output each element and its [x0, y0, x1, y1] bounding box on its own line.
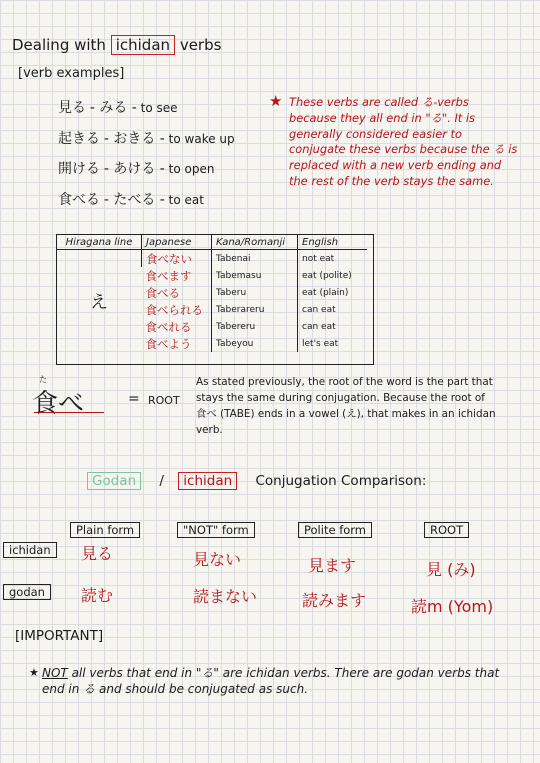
- table-cell-english: eat (plain): [298, 284, 368, 301]
- table-row: [56, 250, 367, 268]
- table-cell-japanese: 食べる: [145, 285, 180, 300]
- table-cell-romaji: Taberu: [212, 284, 298, 301]
- equals-sign: =: [128, 391, 140, 407]
- hiragana-line-cell: え: [90, 292, 108, 313]
- example-kanji: 見る: [58, 100, 86, 116]
- example-verb: [58, 189, 204, 209]
- table-cell-romaji: Tabemasu: [212, 267, 298, 284]
- table-cell-japanese: 食べます: [145, 268, 192, 283]
- row-label-ichidan: ichidan: [3, 542, 57, 558]
- page-title: [12, 36, 221, 54]
- table-cell-english: can eat: [298, 301, 368, 318]
- table-cell-japanese: 食べれる: [145, 319, 192, 334]
- root-note: As stated previously, the root of the word is the part that stays the same during conjugation. Because the root of 食べ (TABE) ends in a vowel (え), that makes in an ichidan verb.: [196, 376, 496, 436]
- table-header: Kana/Romanji: [212, 235, 298, 250]
- row-label-godan: godan: [3, 584, 51, 600]
- root-underline: [34, 412, 104, 413]
- table-right-border: [373, 234, 374, 364]
- example-kana: - たべる -: [103, 192, 165, 208]
- table-cell-romaji: Tabeyou: [212, 335, 298, 352]
- important-not-word: NOT: [42, 666, 68, 680]
- ichidan-box: ichidan: [178, 472, 237, 490]
- header-polite-form: Polite form: [298, 522, 372, 538]
- example-verb: [58, 128, 235, 148]
- comparison-title: Conjugation Comparison:: [255, 473, 427, 489]
- root-furigana: た: [39, 375, 47, 384]
- root-label: ROOT: [148, 394, 180, 407]
- godan-plain-cell: 読む: [81, 586, 114, 605]
- star-icon: ★: [269, 92, 283, 110]
- conjugation-table: [56, 235, 367, 352]
- example-meaning: to see: [140, 101, 178, 115]
- comparison-heading: [87, 473, 426, 489]
- godan-not-cell: 読まない: [193, 587, 258, 606]
- example-kana: - あける -: [103, 161, 165, 177]
- godan-polite-cell: 読みます: [302, 591, 367, 610]
- example-kana: - おきる -: [103, 131, 165, 147]
- root-word: 食べ: [32, 389, 85, 419]
- ichidan-not-cell: 見ない: [193, 550, 242, 569]
- table-cell-romaji: Taberareru: [212, 301, 298, 318]
- example-kanji: 食べる: [58, 192, 100, 208]
- important-star-icon: ★: [29, 666, 39, 679]
- ichidan-root-cell: 見 (み): [426, 560, 476, 579]
- comparison-slash: /: [159, 473, 164, 489]
- important-heading: [IMPORTANT]: [15, 628, 104, 644]
- title-prefix: Dealing with: [12, 36, 106, 54]
- important-note-text: all verbs that end in "る" are ichidan verbs. There are godan verbs that end in る and should be conjugated as such.: [42, 666, 500, 696]
- table-cell-japanese: 食べよう: [145, 336, 192, 351]
- ichidan-plain-cell: 見る: [81, 544, 114, 563]
- example-verb: [58, 97, 178, 117]
- header-plain-form: Plain form: [70, 522, 140, 538]
- example-meaning: to eat: [168, 193, 204, 207]
- example-meaning: to wake up: [168, 132, 235, 146]
- ichidan-polite-cell: 見ます: [308, 556, 357, 575]
- table-header-row: [56, 235, 367, 250]
- table-cell-english: not eat: [298, 250, 368, 268]
- example-meaning: to open: [168, 162, 215, 176]
- title-ichidan-box: ichidan: [111, 35, 175, 55]
- godan-box: Godan: [87, 472, 141, 490]
- table-cell-romaji: Tabenai: [212, 250, 298, 268]
- table-cell-english: eat (polite): [298, 267, 368, 284]
- header-root: ROOT: [424, 522, 469, 538]
- title-suffix: verbs: [179, 36, 222, 54]
- table-cell-japanese: 食べられる: [145, 302, 203, 317]
- example-kanji: 起きる: [58, 131, 100, 147]
- table-bottom-border: [56, 364, 374, 365]
- header-not-form: "NOT" form: [177, 522, 255, 538]
- example-kanji: 開ける: [58, 161, 100, 177]
- table-cell-english: can eat: [298, 318, 368, 335]
- table-cell-japanese: 食べない: [142, 250, 212, 268]
- examples-heading: [verb examples]: [18, 66, 125, 81]
- table-cell-romaji: Tabereru: [212, 318, 298, 335]
- table-cell-english: let's eat: [298, 335, 368, 352]
- star-note: These verbs are called る-verbs because they all end in "る". It is generally considered easier to conjugate these verbs because the る is replaced with a new verb ending and the rest of the verb stays the same.: [289, 95, 518, 188]
- example-verb: [58, 158, 214, 178]
- table-header: Japanese: [142, 235, 212, 250]
- table-header: Hiragana line: [56, 235, 142, 250]
- table-header: English: [298, 235, 368, 250]
- example-kana: - みる -: [89, 100, 137, 116]
- important-note: [42, 665, 502, 697]
- godan-root-cell: 読m (Yom): [411, 597, 494, 616]
